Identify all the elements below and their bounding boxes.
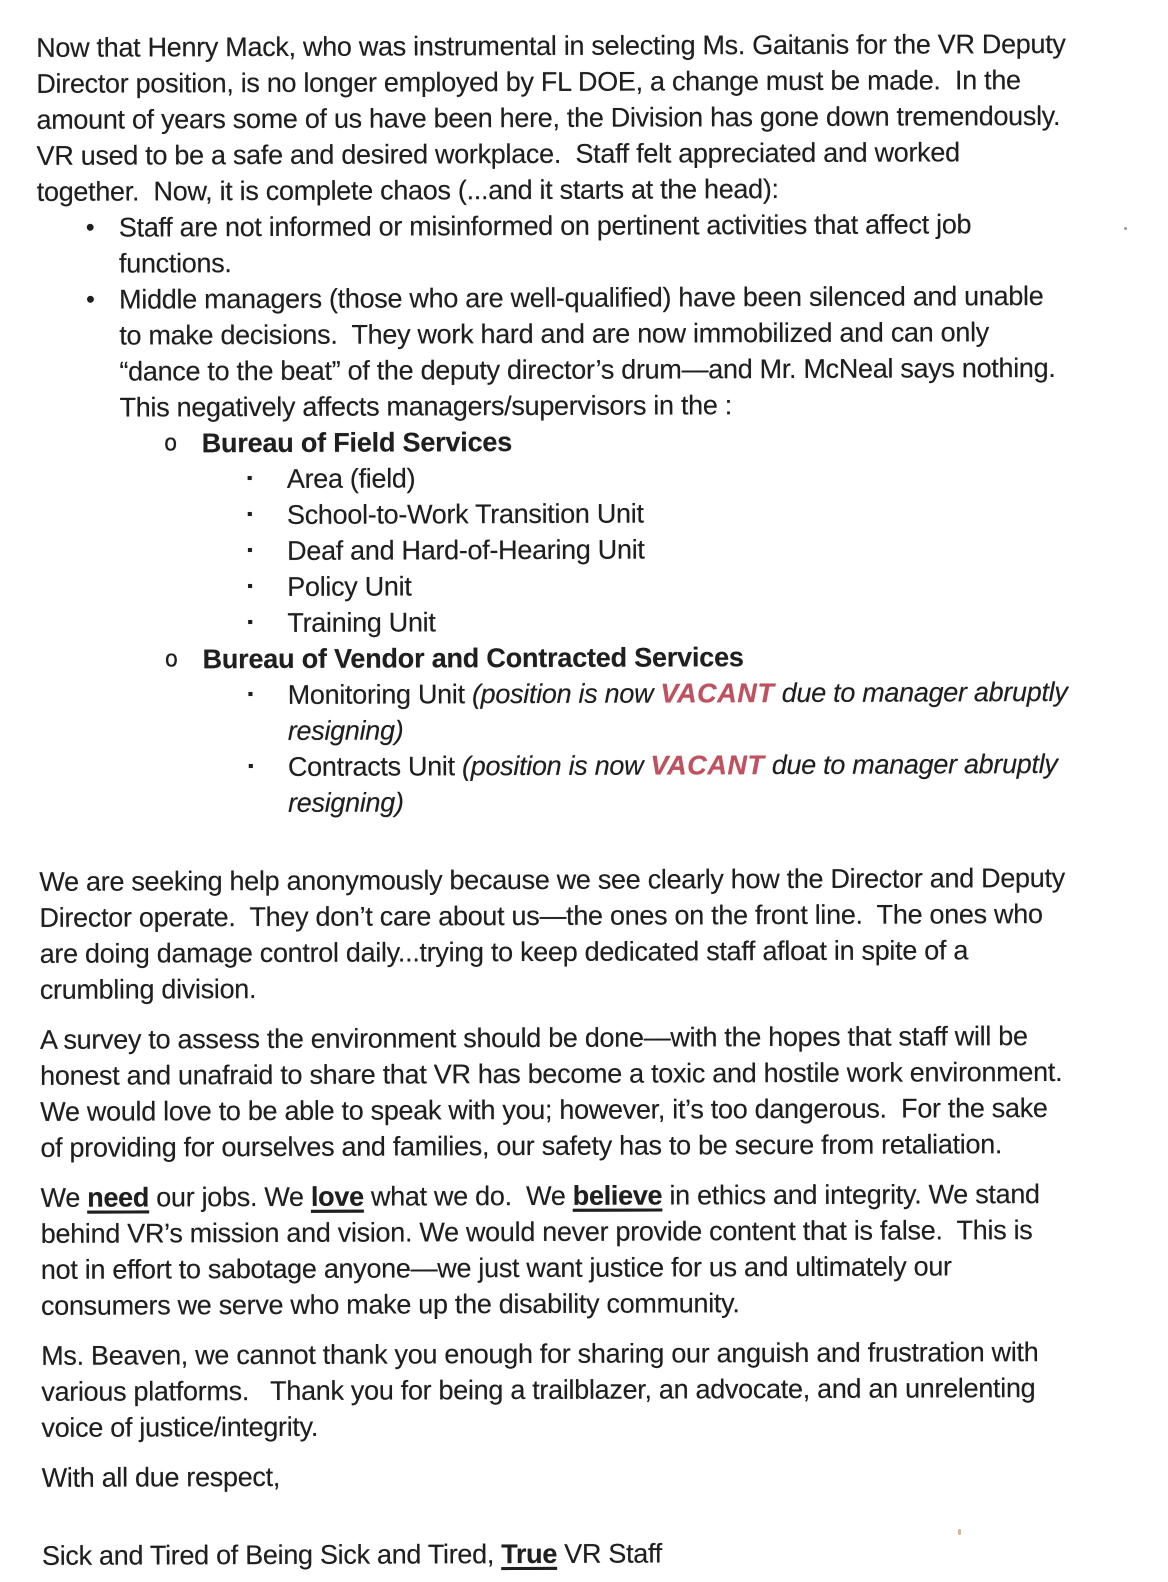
scan-speck-artifact xyxy=(1124,227,1127,230)
seeking-help-paragraph: We are seeking help anonymously because we see clearly how the Director and Deputy Director operate. They don’t care about us—the ones on the front line. The ones who are doing damage control daily...trying to keep dedicated staff afloat in spite of a crumbling division. xyxy=(39,862,1065,1005)
bureau-vendor-header: Bureau of Vendor and Contracted Services xyxy=(202,642,744,675)
square-marker-icon: ▪ xyxy=(246,506,253,524)
monitoring-unit-item xyxy=(39,674,1145,750)
beaven-paragraph: Ms. Beaven, we cannot thank you enough for sharing our anguish and frustration with various platforms. Thank you for being a trailblazer, an advocate, and an unrelenting voice of justice/integrity. xyxy=(41,1337,1039,1443)
field-unit-text: School-to-Work Transition Unit xyxy=(286,498,644,530)
square-marker-icon: ▪ xyxy=(247,542,253,560)
scan-speck-artifact xyxy=(958,1529,961,1535)
field-unit-text: Policy Unit xyxy=(287,571,412,602)
bullet-marker-icon: • xyxy=(85,213,95,242)
square-marker-icon: ▪ xyxy=(247,686,254,704)
values-paragraph: We need our jobs. We love what we do. We believe in ethics and integrity. We stand behind VR’s mission and vision. We would never provide content that is false. This is not in effort to sabotage anyone—we just want justice for us and ultimately our consumers we serve who make up the disability community. xyxy=(40,1179,1040,1321)
field-unit-text: Training Unit xyxy=(287,607,436,638)
square-marker-icon: ▪ xyxy=(247,578,253,596)
closing-line: With all due respect, xyxy=(41,1461,281,1493)
field-unit-item xyxy=(38,494,1144,534)
survey-paragraph: A survey to assess the environment should be done—with the hopes that staff will be honest and unafraid to share that VR has become a toxic and hostile work environment. We would love to be able to speak with you; however, it’s too dangerous. For the sake of providing for ourselves and families, our safety has to be secure from retaliation. xyxy=(39,1021,1063,1163)
square-marker-icon: ▪ xyxy=(246,470,253,488)
managers-bullet-text: Middle managers (those who are well-qualified) have been silenced and unable to make decisions. They work hard and are now immobilized and can only “dance to the beat” of the deputy director’s drum—and Mr. McNeal says nothing. This negatively affects managers/supervisors in the : xyxy=(119,280,1056,423)
field-unit-item xyxy=(38,566,1144,606)
managers-bullet-item xyxy=(37,278,1144,426)
bureau-field-header: Bureau of Field Services xyxy=(201,427,513,459)
circle-marker-icon: o xyxy=(164,646,179,673)
field-unit-item xyxy=(38,458,1144,498)
staff-bullet-item xyxy=(37,206,1143,282)
monitoring-unit-text: Monitoring Unit (position is now VACANT due to manager abruptly resigning) xyxy=(287,676,1068,746)
circle-marker-icon: o xyxy=(163,430,178,457)
bureau-vendor-header-item xyxy=(38,638,1144,678)
bullet-marker-icon: • xyxy=(86,285,95,314)
signature-line: Sick and Tired of Being Sick and Tired, True VR Staff xyxy=(41,1538,662,1571)
field-unit-item xyxy=(38,530,1144,570)
intro-paragraph: Now that Henry Mack, who was instrumental in selecting Ms. Gaitanis for the VR Deputy Director position, is no longer employed by FL DOE, a change must be made. In the amount of years some of us have been here, the Division has gone down tremendously. VR used to be a safe and desired workplace. Staff felt appreciated and worked together. Now, it is complete chaos (...and it starts at the head): xyxy=(36,28,1066,207)
staff-bullet-text: Staff are not informed or misinformed on pertinent activities that affect job functions. xyxy=(118,209,972,279)
bureau-field-header-item xyxy=(38,422,1144,462)
field-unit-item xyxy=(38,602,1144,642)
contracts-unit-text: Contracts Unit (position is now VACANT due to manager abruptly resigning) xyxy=(287,748,1058,818)
field-unit-text: Area (field) xyxy=(286,463,416,494)
square-marker-icon: ▪ xyxy=(247,758,254,776)
contracts-unit-item xyxy=(39,746,1145,822)
square-marker-icon: ▪ xyxy=(247,614,253,632)
field-unit-text: Deaf and Hard-of-Hearing Unit xyxy=(287,534,645,566)
